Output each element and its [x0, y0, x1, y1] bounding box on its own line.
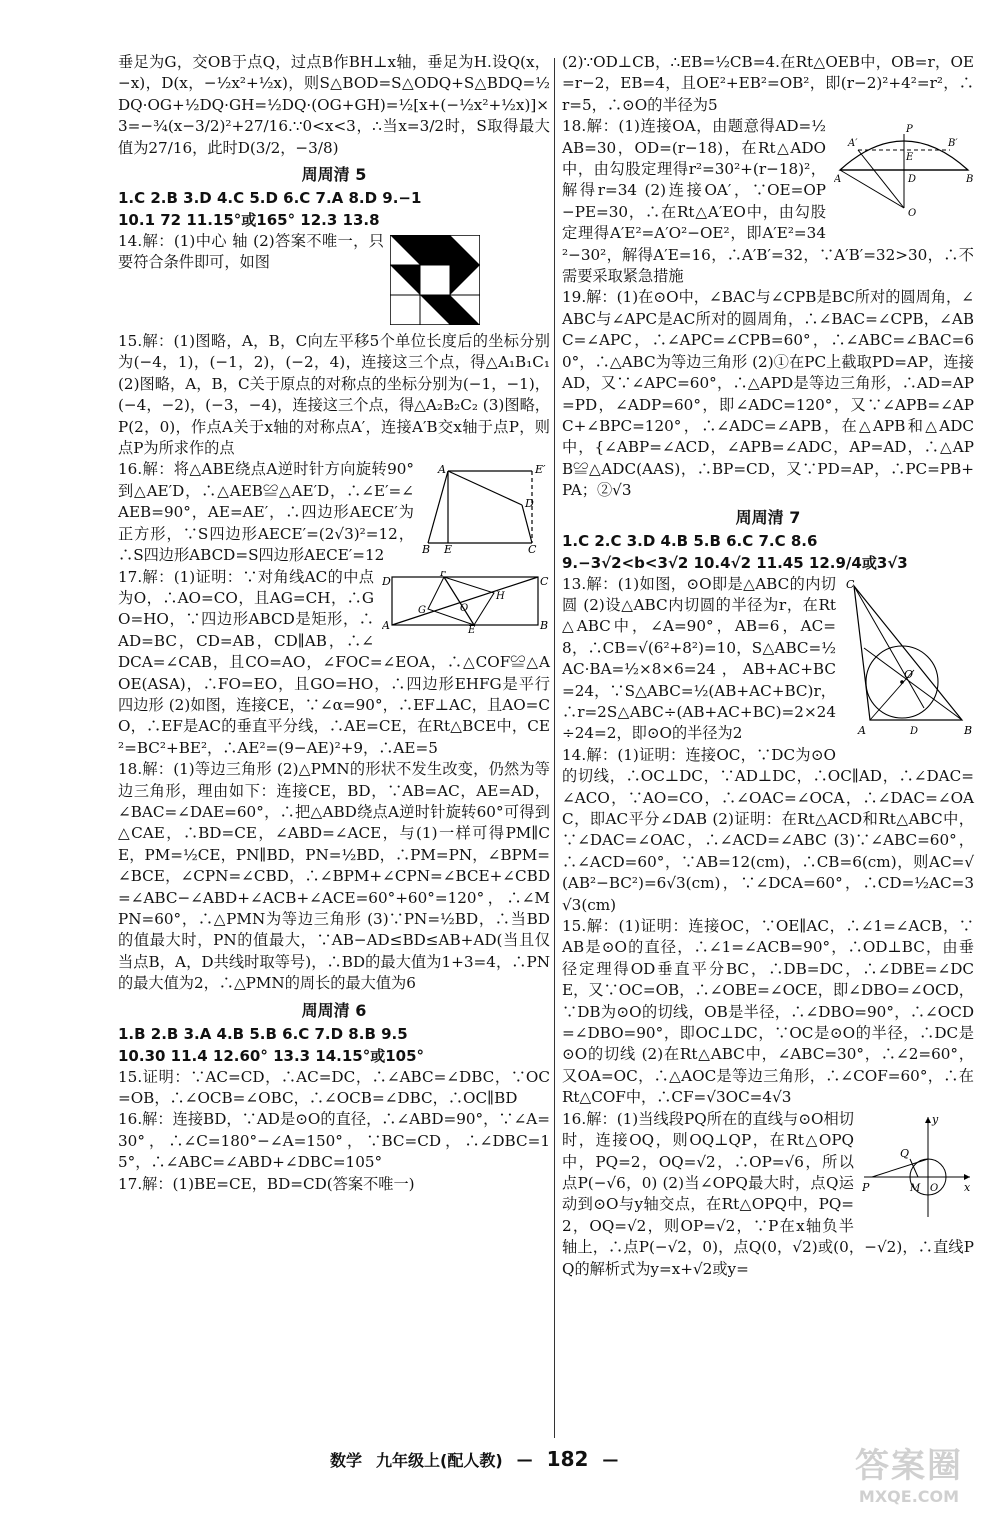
incircle-figure: [844, 578, 974, 752]
answer-18: 18.解：(1)等边三角形 (2)△PMN的形状不发生改变，仍然为等边三角形，理由如下：连接CE，BD，∵AB=AC，AE=AD，∠BAC=∠DAE=60°，∴把△ABD绕点A逆时针旋转60°可得到△CAE，∴BD=CE，∠ABD=∠ACE，与(1)一样可得PM∥CE，PM=½CE，PN∥BD，PN=½BD，∴PM=PN，∠BPM=∠BCE，∠CPN=∠CBD，∴∠BPM+∠CPN=∠BCE+∠CBD=∠ABC−∠ABD+∠ACB+∠ACE=60°+60°=120°，∴∠MPN=60°，∴△PMN为等边三角形 (3)∵PN=½BD，∴当BD的值最大时，PN的值最大，∵AB−AD≤BD≤AB+AD(当且仅当点B，A，D共线时取等号)，∴BD的最大值为1+3=4，∴PN的最大值为2，∴△PMN的周长的最大值为6: [118, 760, 550, 993]
label-O: O: [908, 208, 917, 220]
label-O: O: [904, 667, 914, 681]
right-column: [562, 52, 974, 1280]
fill-answers: 9.−3√2<b<3√2 10.4√2 11.45 12.9/4或3√3: [562, 553, 908, 572]
label-C: C: [540, 574, 549, 588]
answer-16: 16.解：(1)当线段PQ所在的直线与⊙O相切时，连接OQ，则OQ⊥QP，在Rt△OPQ中，PQ=2，OQ=√2，∴OP=√6，所以点P(−√6，0) (2)当∠OPQ最大时，点Q运动到⊙O与y轴交点，在Rt△OPQ中，PQ=2，OQ=√2，则OP=√2，∵P在x轴负半轴上，∴点P(−√2，0)，点Q(0，√2)或(0，−√2)，∴直线PQ的解析式为y=x+√2或y=: [562, 1109, 974, 1278]
label-O: O: [930, 1182, 939, 1194]
fill-answers: 10.1 72 11.15°或165° 12.3 13.8: [118, 211, 380, 230]
left-column: [118, 52, 550, 1195]
answer-15: 15.解：(1)证明：连接OC，∵OE∥AC，∴∠1=∠ACB，∵AB是⊙O的直径，∴∠1=∠ACB=90°，∴OD⊥BC，由垂径定理得OD垂直平分BC，∴DB=DC，∴∠DBE=∠DCE，又∵OC=OB，∴∠OBE=∠OCE，即∠DBO=∠OCD，∵DB为⊙O的切线，OB是半径，∴∠DBO=90°，∴∠OCD=∠DBO=90°，即OC⊥DC，∵OC是⊙O的半径，∴DC是⊙O的切线 (2)在Rt△ABC中，∠ABC=30°，∴∠2=60°，又OA=OC，∴△AOC是等边三角形，∴∠COF=60°，∴在Rt△COF中，∴CF=√3OC=4√3: [562, 917, 974, 1107]
page-footer: [330, 1444, 690, 1474]
grid-figure: [390, 235, 480, 329]
answer-14: 14.解：(1)证明：连接OC，∵DC为⊙O的切线，∴OC⊥DC，∵AD⊥DC，∴OC∥AD，∴∠DAC=∠ACO，∵AO=CO，∴∠OAC=∠OCA，∴∠DAC=∠OAC，即AC平分∠DAB (2)证明：在Rt△ACD和Rt△ABC中，∵∠DAC=∠OAC，∴∠ACD=∠ABC (3)∵∠ABC=60°，∴∠ACD=60°，∵AB=12(cm)，∴CB=6(cm)，则AC=√(AB²−BC²)=6√3(cm)，∵∠DCA=60°，∴CD=½AC=3√3(cm): [562, 745, 974, 914]
square-figure: [422, 463, 550, 557]
answer-13: 13.解：(1)如图，⊙O即是△ABC的内切圆 (2)设△ABC内切圆的半径为r，在Rt△ABC中，∠A=90°，AB=6，AC=8，∴CB=√(6²+8²)=10，S△ABC=½AC·BA=½×8×6=24，AB+AC+BC=24，∵S△ABC=½(AB+AC+BC)r，∴r=2S△ABC÷(AB+AC+BC)=2×24÷24=2，即⊙O的半径为2: [562, 574, 836, 743]
label-B1: B′: [948, 138, 958, 150]
watermark-logo: [824, 1438, 994, 1508]
answer-14: 14.解：(1)中心 轴 (2)答案不唯一，只要符合条件即可，如图: [118, 232, 384, 272]
label-Q: Q: [900, 1146, 910, 1160]
label-D: D: [525, 497, 534, 511]
watermark-title: 答案圈: [855, 1446, 963, 1486]
answer-15: 15.证明：∵AC=CD，∴AC=DC，∴∠ABC=∠DBC，∵OC=OB，∴∠OCB=∠OBC，∴∠OCB=∠DBC，∴OC∥BD: [118, 1067, 550, 1108]
label-O: O: [460, 602, 469, 614]
label-A1: A′: [848, 138, 858, 150]
label-A: A: [858, 723, 866, 737]
answer-15: 15.解：(1)图略，A，B，C向左平移5个单位长度后的坐标分别为(−4，1)，(−1，2)，(−2，4)，连接这三个点，得△A₁B₁C₁ (2)图略，A，B，C关于原点的对称点的坐标分别为(−1，−1)，(−4，−2)，(−3，−4)，连接这三个点，得△A₂B₂C₂ (3)图略，P(2，0)，作点A关于x轴的对称点A′，连接A′B交x轴于点P，则点P为所求作的点: [118, 332, 550, 458]
section-title-week7: 周周清 7: [735, 507, 801, 527]
watermark-url: MXQE.COM: [858, 1487, 960, 1506]
footer-dash: —: [516, 1449, 533, 1469]
label-C: C: [528, 543, 537, 554]
label-H: H: [496, 590, 505, 602]
label-B: B: [966, 174, 974, 186]
coordinate-figure: [862, 1113, 974, 1223]
label-F: F: [440, 570, 447, 579]
fill-answers: 10.30 11.4 12.60° 13.3 14.15°或105°: [118, 1046, 425, 1065]
label-P: P: [862, 1180, 870, 1194]
label-E: E: [444, 543, 453, 554]
label-y: y: [932, 1112, 939, 1126]
footer-subject: 数学: [330, 1450, 363, 1470]
section-title-week6: 周周清 6: [301, 1000, 367, 1020]
label-E2: E′: [535, 463, 546, 477]
label-M: M: [910, 1182, 921, 1194]
choice-answers: 1.C 2.C 3.D 4.B 5.B 6.C 7.C 8.6: [562, 531, 818, 550]
label-E: E: [906, 152, 914, 164]
label-A: A: [438, 463, 446, 477]
answer-16: 16.解：连接BD，∵AD是⊙O的直径，∴∠ABD=90°，∵∠A=30°，∴∠C=180°−∠A=150°，∵BC=CD，∴∠DBC=15°，∴∠ABC=∠ABD+∠DBC=105°: [118, 1110, 550, 1172]
label-D: D: [910, 725, 919, 737]
section-title-week5: 周周清 5: [301, 165, 367, 185]
choice-answers: 1.B 2.B 3.A 4.B 5.B 6.C 7.D 8.B 9.5: [118, 1024, 408, 1043]
answer-paragraph: 垂足为G，交OB于点Q，过点B作BH⊥x轴，垂足为H.设Q(x，−x)，D(x，−½x²+½x)，则S△BOD=S△ODQ+S△BDQ=½DQ·OG+½DQ·GH=½DQ·(OG+GH)=½[x+(−½x²+½x)]×3=−¾(x−3/2)²+27/16.∵0<x<3，∴当x=3/2时，S取得最大值为27/16，此时D(3/2，−3/8): [118, 53, 550, 157]
label-A: A: [834, 174, 842, 186]
label-P: P: [906, 124, 913, 136]
label-C: C: [846, 577, 855, 591]
answer-19: 19.解：(1)在⊙O中，∠BAC与∠CPB是BC所对的圆周角，∠ABC与∠APC是AC所对的圆周角，∴∠BAC=∠CPB，∠ABC=∠APC，∴∠APC=∠CPB=60°，∴∠ABC=∠BAC=60°，∴△ABC为等边三角形 (2)①在PC上截取PD=AP，连接AD，又∵∠APC=60°，∴△APD是等边三角形，∴AD=AP=PD，∠ADP=60°，即∠ADC=120°，又∵∠APB=∠APC+∠BPC=120°，∴∠ADC=∠APB，在△APB和△ADC中，{∠ABP=∠ACD，∠APB=∠ADC，AP=AD，∴△APB≌△ADC(AAS)，∴BP=CD，又∵PD=AP，∴PC=PB+PA；②√3: [562, 288, 974, 500]
rectangle-figure: [382, 571, 550, 637]
arch-bridge-figure: [834, 120, 974, 224]
label-B: B: [964, 723, 973, 737]
answer-paragraph: (2)∵OD⊥CB，∴EB=½CB=4.在Rt△OEB中，OB=r，OE=r−2，EB=4，且OE²+EB²=OB²，即(r−2)²+4²=r²，∴r=5，∴⊙O的半径为5: [562, 53, 974, 114]
label-E: E: [468, 624, 476, 633]
footer-grade: 九年级上(配人教): [376, 1450, 503, 1470]
label-G: G: [418, 604, 426, 616]
answer-17: 17.解：(1)证明：∵对角线AC的中点为O，∴AO=CO，且AG=CH，∴GO=HO，∵四边形ABCD是矩形，∴AD=BC，CD=AB，CD∥AB，∴∠DCA=∠CAB，且CO=AO，∠FOC=∠EOA，∴△COF≌△AOE(ASA)，∴FO=EO，且GO=HO，∴四边形EHFG是平行四边形 (2)如图，连接CE，∵∠α=90°，∴EF⊥AC，且AO=CO，∴EF是AC的垂直平分线，∴AE=CE，在Rt△BCE中，CE²=BC²+BE²，∴AE²=(9−AE)²+9，∴AE=5: [118, 567, 550, 757]
label-D: D: [382, 574, 391, 588]
answer-16: 16.解：将△ABE绕点A逆时针方向旋转90°到△AE′D，∴△AEB≌△AE′D，∴∠E′=∠AEB=90°，AE=AE′，∴四边形AECE′为正方形，∵S四边形AECE′=(2√3)²=12，∴S四边形ABCD=S四边形AECE′=12: [118, 460, 414, 565]
label-A: A: [382, 618, 390, 632]
page-number: 182: [546, 1447, 589, 1471]
column-divider: [554, 58, 555, 1438]
label-x: x: [964, 1180, 971, 1194]
label-B: B: [422, 543, 431, 554]
label-B: B: [540, 618, 549, 632]
label-D: D: [908, 174, 917, 186]
footer-dash: —: [602, 1449, 619, 1469]
choice-answers: 1.C 2.B 3.D 4.C 5.D 6.C 7.A 8.D 9.−1: [118, 189, 422, 208]
answer-17: 17.解：(1)BE=CE，BD=CD(答案不唯一): [118, 1174, 415, 1193]
answer-18: 18.解：(1)连接OA，由题意得AD=½AB=30，OD=(r−18)，在Rt△ADO中，由勾股定理得r²=30²+(r−18)²，解得r=34 (2)连接OA′，∵OE=OP−PE=30，∴在Rt△A′EO中，由勾股定理得A′E²=A′O²−OE²，即A′E²=34²−30²，解得A′E=16，∴A′B′=32，∵A′B′=32>30，∴不需要采取紧急措施: [562, 117, 974, 286]
